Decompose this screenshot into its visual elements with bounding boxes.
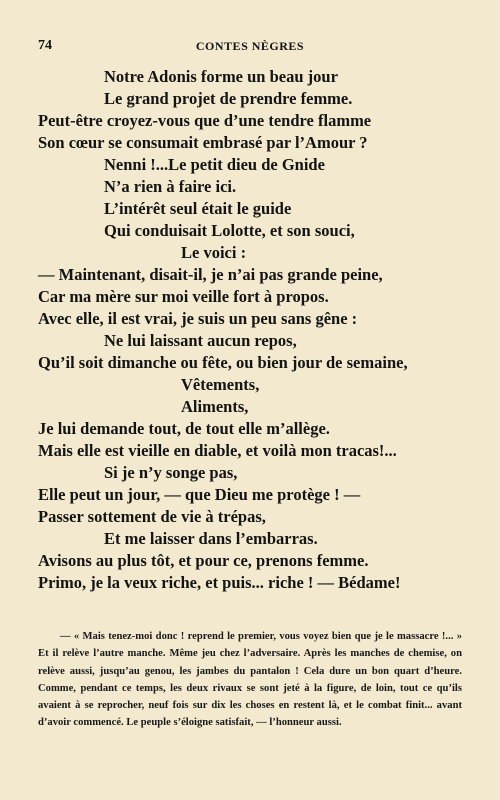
page-number: 74 (38, 38, 52, 53)
poem-line: N’a rien à faire ici. (104, 177, 237, 196)
poem-line: Elle peut un jour, — que Dieu me protège ! — (38, 485, 361, 504)
poem-line: Peut-être croyez-vous que d’une tendre flamme (38, 111, 372, 130)
page-header (38, 38, 462, 58)
poem-line: Si je n’y songe pas, (104, 463, 238, 482)
footnote: — « Mais tenez-moi donc ! reprend le premier, vous voyez bien que je le massacre !... » Et il relève l’autre manche. Même jeu chez l’adversaire. Après les manches de chemise, on relève aussi, jusqu’au genou, les jambes du pantalon ! Cela dure un bon quart d’heure. Comme, pendant ce temps, les deux rivaux se sont jeté à la figure, de loin, tout ce qu’ils avaient à se reprocher, neuf fois sur dix les choses en restent là, et le combat finit... avant d’avoir commencé. Le peuple s’éloigne satisfait, — l’honneur aussi. (38, 631, 462, 729)
poem-line: Vêtements, (181, 375, 260, 394)
poem-line: Avisons au plus tôt, et pour ce, prenons femme. (38, 551, 369, 570)
poem-line: Primo, je la veux riche, et puis... riche ! — Bédame! (38, 573, 401, 592)
poem-line: — Maintenant, disait-il, je n’ai pas grande peine, (38, 265, 383, 284)
poem-line: Le voici : (181, 243, 247, 262)
poem-line: Qui conduisait Lolotte, et son souci, (104, 221, 355, 240)
poem-line: L’intérêt seul était le guide (104, 199, 292, 218)
poem-line: Mais elle est vieille en diable, et voilà mon tracas!... (38, 441, 397, 460)
poem-line: Ne lui laissant aucun repos, (104, 331, 297, 350)
poem-line: Passer sottement de vie à trépas, (38, 507, 266, 526)
poem-line: Et me laisser dans l’embarras. (104, 529, 318, 548)
poem-line: Nenni !...Le petit dieu de Gnide (104, 155, 325, 174)
poem-line: Je lui demande tout, de tout elle m’allège. (38, 419, 330, 438)
poem-line: Aliments, (181, 397, 249, 416)
poem-line: Qu’il soit dimanche ou fête, ou bien jour de semaine, (38, 353, 408, 372)
poem-line: Notre Adonis forme un beau jour (104, 67, 338, 86)
poem-line: Avec elle, il est vrai, je suis un peu sans gêne : (38, 309, 358, 328)
poem-line: Car ma mère sur moi veille fort à propos. (38, 287, 329, 306)
running-head: CONTES NÈGRES (195, 39, 305, 53)
poem-line: Le grand projet de prendre femme. (104, 89, 353, 108)
poem-line: Son cœur se consumait embrasé par l’Amour ? (38, 133, 368, 152)
